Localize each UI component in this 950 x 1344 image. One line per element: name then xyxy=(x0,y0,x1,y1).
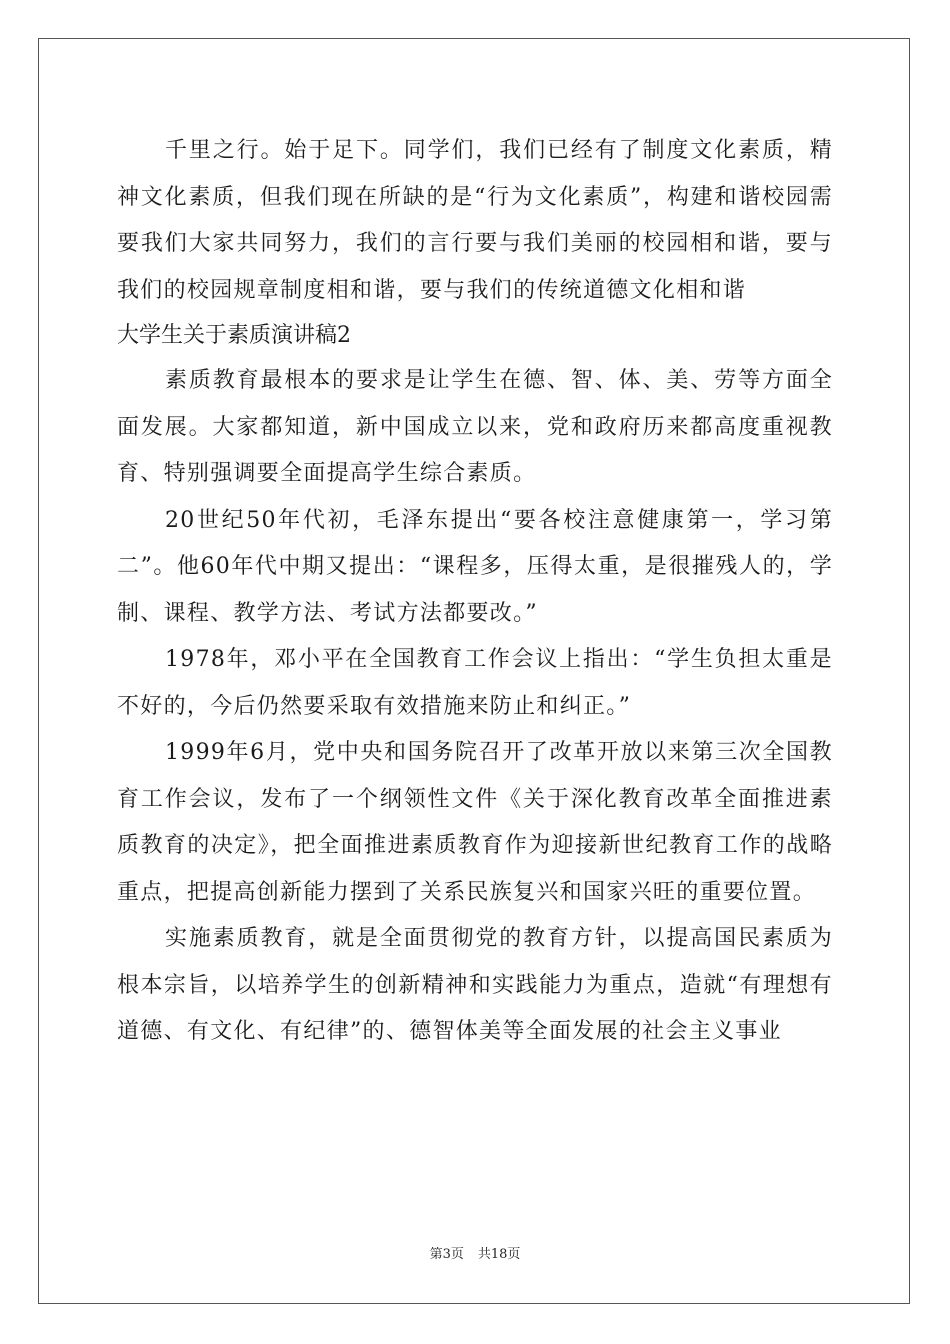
page-footer xyxy=(0,1243,950,1262)
paragraph-3: 1978年，邓小平在全国教育工作会议上指出：“学生负担太重是不好的，今后仍然要采取有效措施来防止和纠正。” xyxy=(117,647,833,719)
paragraph-2: 20世纪50年代初，毛泽东提出“要各校注意健康第一，学习第二”。他60年代中期又提出：“课程多，压得太重，是很摧残人的，学制、课程、教学方法、考试方法都要改。” xyxy=(117,507,833,626)
page-number: 第3页 xyxy=(429,1247,464,1262)
page-total: 共18页 xyxy=(477,1247,521,1262)
paragraph-intro: 千里之行。始于足下。同学们，我们已经有了制度文化素质，精神文化素质，但我们现在所缺的是“行为文化素质”，构建和谐校园需要我们大家共同努力，我们的言行要与我们美丽的校园相和谐，要与我们的校园规章制度相和谐，要与我们的传统道德文化相和谐 xyxy=(117,138,833,303)
section-heading: 大学生关于素质演讲稿2 xyxy=(117,323,351,348)
paragraph-4: 1999年6月，党中央和国务院召开了改革开放以来第三次全国教育工作会议，发布了一个纲领性文件《关于深化教育改革全面推进素质教育的决定》，把全面推进素质教育作为迎接新世纪教育工作的战略重点，把提高创新能力摆到了关系民族复兴和国家兴旺的重要位置。 xyxy=(117,740,833,905)
document-body xyxy=(117,128,833,1056)
paragraph-1: 素质教育最根本的要求是让学生在德、智、体、美、劳等方面全面发展。大家都知道，新中国成立以来，党和政府历来都高度重视教育、特别强调要全面提高学生综合素质。 xyxy=(117,368,833,486)
paragraph-5: 实施素质教育，就是全面贯彻党的教育方针，以提高国民素质为根本宗旨，以培养学生的创新精神和实践能力为重点，造就“有理想有道德、有文化、有纪律”的、德智体美等全面发展的社会主义事业 xyxy=(117,926,833,1044)
